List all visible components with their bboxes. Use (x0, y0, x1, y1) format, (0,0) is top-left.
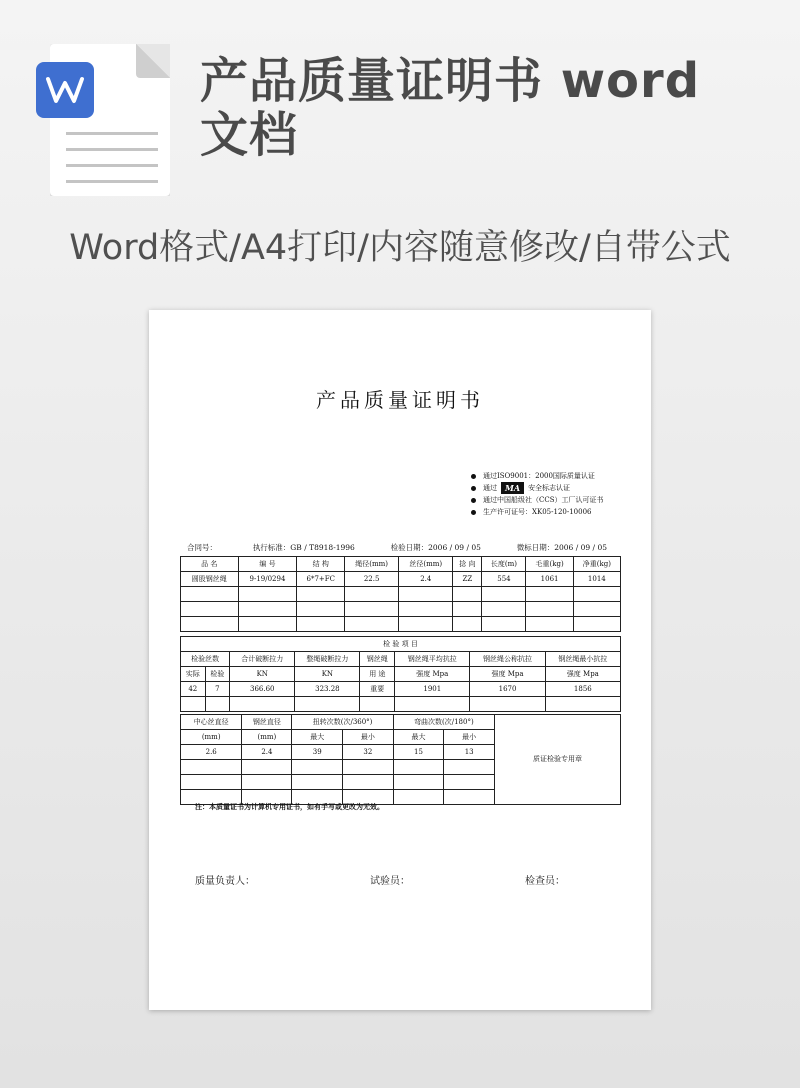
header-cell: 毛重(kg) (526, 557, 573, 572)
file-line (66, 180, 158, 183)
table-header-row (181, 557, 621, 572)
header-cell: 钢丝绳 (360, 652, 395, 667)
certification-list (471, 470, 646, 518)
header-cell: 用 途 (360, 667, 395, 682)
section-row (181, 637, 621, 652)
file-line (66, 132, 158, 135)
table-cell: 1061 (526, 572, 573, 587)
header-cell: 钢丝绳公称抗拉 (470, 652, 545, 667)
header-cell: 强度 Mpa (545, 667, 620, 682)
table-cell: 2.4 (242, 745, 292, 760)
inspector-label: 检查员： (525, 876, 565, 887)
header-cell: 扭转次数(次/360°) (292, 715, 393, 730)
table-cell: 366.60 (230, 682, 295, 697)
stamp-cell: 质证检验专用章 (495, 715, 621, 805)
header-cell: 实际 (181, 667, 206, 682)
table-cell: 1901 (395, 682, 470, 697)
standard-label: 执行标准：GB / T8918-1996 (252, 543, 355, 552)
table-cell: 554 (482, 572, 526, 587)
header-cell: 长度(m) (482, 557, 526, 572)
file-fold-corner (136, 44, 170, 78)
header-cell: 整绳破断拉力 (295, 652, 360, 667)
header-cell: 最大 (292, 730, 343, 745)
word-file-icon (36, 44, 170, 196)
section-title: 检 验 项 目 (181, 637, 621, 652)
header-cell: 编 号 (238, 557, 297, 572)
table-row (181, 572, 621, 587)
header-cell: 最大 (393, 730, 444, 745)
header-cell: 丝径(mm) (399, 557, 453, 572)
table-cell: ZZ (453, 572, 482, 587)
table-cell: 39 (292, 745, 343, 760)
table-cell: 32 (343, 745, 394, 760)
signature-line (195, 872, 565, 887)
cert-item: 通过ISO9001：2000国际质量认证 (471, 470, 646, 482)
header-cell: 钢丝直径 (242, 715, 292, 730)
header-cell: (mm) (181, 730, 242, 745)
footnote: 注：本质量证书为计算机专用证书，如有手写或更改为无效。 (195, 802, 384, 811)
header-cell: 最小 (444, 730, 495, 745)
header-cell: 弯曲次数(次/180°) (393, 715, 494, 730)
table-cell: 2.4 (399, 572, 453, 587)
table-cell: 9-19/0294 (238, 572, 297, 587)
bullet-icon (471, 486, 476, 491)
header-cell: 钢丝绳最小抗拉 (545, 652, 620, 667)
header-cell: 净重(kg) (573, 557, 620, 572)
table-cell: 13 (444, 745, 495, 760)
table-cell: 15 (393, 745, 444, 760)
meta-line (187, 542, 607, 553)
contract-label: 合同号： (187, 543, 217, 552)
table-header-row (181, 652, 621, 667)
table-row (181, 587, 621, 602)
header-cell: 最小 (343, 730, 394, 745)
product-table (180, 556, 621, 632)
table-row (181, 602, 621, 617)
w-letter-icon (45, 75, 85, 105)
cert-item: 通过中国船级社（CCS）工厂认可证书 (471, 494, 646, 506)
document-preview[interactable] (149, 310, 651, 1010)
word-badge-icon (36, 62, 94, 118)
cert-item: 生产许可证号：XK05-120-10006 (471, 506, 646, 518)
inspect-date: 检验日期：2006 / 09 / 05 (390, 543, 481, 552)
page-subtitle: Word格式/A4打印/内容随意修改/自带公式 (69, 228, 731, 268)
header-cell: KN (295, 667, 360, 682)
table-cell: 22.5 (345, 572, 399, 587)
table-cell: 7 (205, 682, 230, 697)
header-cell: 品 名 (181, 557, 239, 572)
document-title: 产品质量证明书 (316, 388, 484, 412)
header-cell: 强度 Mpa (470, 667, 545, 682)
table-row (181, 697, 621, 712)
file-line (66, 164, 158, 167)
table-cell: 42 (181, 682, 206, 697)
tester-label: 试验员： (370, 876, 410, 887)
test-table (180, 714, 621, 805)
cert-item: 通过 MA 安全标志认证 (471, 482, 646, 494)
table-cell: 1670 (470, 682, 545, 697)
header-cell: 合计破断拉力 (230, 652, 295, 667)
table-cell: 圆股钢丝绳 (181, 572, 239, 587)
header-cell: 检验丝数 (181, 652, 230, 667)
quality-manager-label: 质量负责人： (195, 876, 255, 887)
header-cell: 中心丝直径 (181, 715, 242, 730)
ship-date: 微标日期：2006 / 09 / 05 (516, 543, 607, 552)
page-title: 产品质量证明书 word文档 (200, 53, 701, 163)
table-cell: 2.6 (181, 745, 242, 760)
table-header-row (181, 667, 621, 682)
table-cell: 1856 (545, 682, 620, 697)
bullet-icon (471, 498, 476, 503)
bullet-icon (471, 474, 476, 479)
table-header-row (181, 715, 621, 730)
table-cell: 重要 (360, 682, 395, 697)
header-cell: 捻 向 (453, 557, 482, 572)
header-cell: 绳径(mm) (345, 557, 399, 572)
table-cell: 6*7+FC (297, 572, 345, 587)
header-cell: (mm) (242, 730, 292, 745)
table-row (181, 617, 621, 632)
ma-logo: MA (501, 482, 524, 494)
table-cell: 1014 (573, 572, 620, 587)
inspection-table (180, 636, 621, 712)
header-cell: KN (230, 667, 295, 682)
header-cell: 检验 (205, 667, 230, 682)
table-cell: 323.28 (295, 682, 360, 697)
table-row (181, 682, 621, 697)
header-cell: 钢丝绳平均抗拉 (395, 652, 470, 667)
header-cell: 强度 Mpa (395, 667, 470, 682)
bullet-icon (471, 510, 476, 515)
header-cell: 结 构 (297, 557, 345, 572)
file-line (66, 148, 158, 151)
